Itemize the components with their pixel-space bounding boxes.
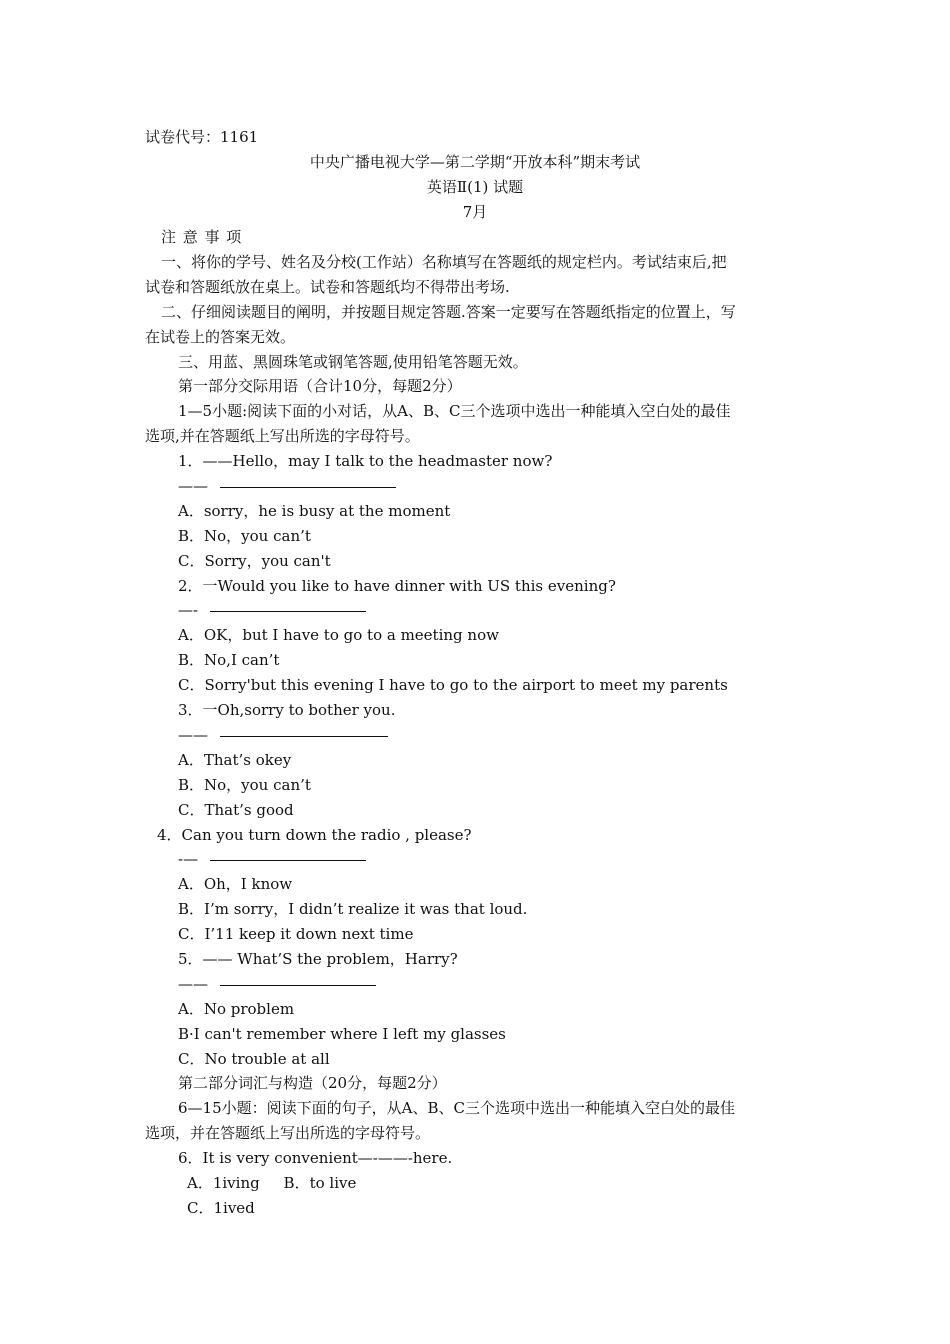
exam-title: 中央广播电视大学—第二学期“开放本科”期末考试 <box>309 153 641 171</box>
option-6ab: A．1iving B．to live <box>187 1174 357 1192</box>
part1-instructions-line1: 1—5小题:阅读下面的小对话，从A、B、C三个选项中选出一种能填入空白处的最佳 <box>178 402 731 420</box>
answer-blank-4 <box>178 849 366 869</box>
question-1: 1．——Hello，may I talk to the headmaster now? <box>178 452 553 470</box>
part2-instructions-line1: 6—15小题：阅读下面的句子，从A、B、C三个选项中选出一种能填入空白处的最佳 <box>178 1099 735 1117</box>
option-2a: A．OK，but I have to go to a meeting now <box>178 626 499 644</box>
option-1c: C．Sorry，you can't <box>178 552 331 570</box>
option-5c: C．No trouble at all <box>178 1050 330 1068</box>
answer-blank-5 <box>178 974 376 994</box>
option-2c: C．Sorry'but this evening I have to go to the airport to meet my parents <box>178 676 728 694</box>
exam-date: 7月 <box>462 203 488 221</box>
question-3: 3．一Oh,sorry to bother you. <box>178 701 396 719</box>
part2-instructions-line2: 选项，并在答题纸上写出所选的字母符号。 <box>145 1124 431 1142</box>
option-1a: A．sorry，he is busy at the moment <box>178 502 451 520</box>
option-4a: A．Oh，I know <box>178 875 293 893</box>
option-4c: C．I’11 keep it down next time <box>178 925 414 943</box>
notice-item2-line2: 在试卷上的答案无效。 <box>145 328 296 346</box>
option-4b: B．I’m sorry，I didn’t realize it was that loud. <box>178 900 528 918</box>
notice-heading: 注 意 事 项 <box>161 228 243 246</box>
option-6c: C．1ived <box>187 1199 255 1217</box>
answer-blank-2 <box>178 600 366 620</box>
answer-dash: —— <box>178 726 208 744</box>
exam-subject: 英语Ⅱ(1) 试题 <box>426 178 524 196</box>
option-2b: B．No,I can’t <box>178 651 280 669</box>
answer-dash: —— <box>178 975 208 993</box>
blank-line <box>220 736 388 737</box>
option-3a: A．That’s okey <box>178 751 292 769</box>
blank-line <box>210 611 366 612</box>
answer-dash: —— <box>178 477 208 495</box>
answer-blank-1 <box>178 476 396 496</box>
option-1b: B．No，you can’t <box>178 527 311 545</box>
option-5a: A．No problem <box>178 1000 295 1018</box>
notice-item3: 三、用蓝、黑圆珠笔或钢笔答题,使用铅笔答题无效。 <box>178 353 528 371</box>
question-6: 6．It is very convenient—-——-here. <box>178 1149 453 1167</box>
part2-heading: 第二部分词汇与构造（20分，每题2分） <box>178 1074 447 1092</box>
blank-line <box>220 985 376 986</box>
blank-line <box>210 860 366 861</box>
option-5b: B·I can't remember where I left my glasses <box>178 1025 506 1043</box>
blank-line <box>220 487 396 488</box>
option-3b: B．No，you can’t <box>178 776 311 794</box>
question-5: 5．—— What’S the problem，Harry? <box>178 950 458 968</box>
notice-item2-line1: 二、仔细阅读题目的阐明，并按题目规定答题.答案一定要写在答题纸指定的位置上，写 <box>161 303 736 321</box>
notice-item1-line1: 一、将你的学号、姓名及分校(工作站）名称填写在答题纸的规定栏内。考试结束后,把 <box>161 253 727 271</box>
part1-heading: 第一部分交际用语（合计10分，每题2分） <box>178 377 462 395</box>
option-3c: C．That’s good <box>178 801 294 819</box>
notice-item1-line2: 试卷和答题纸放在桌上。试卷和答题纸均不得带出考场. <box>145 278 510 296</box>
paper-code: 试卷代号：1161 <box>145 128 259 146</box>
answer-dash: -— <box>178 850 199 868</box>
question-2: 2．一Would you like to have dinner with US this evening? <box>178 577 616 595</box>
answer-blank-3 <box>178 725 388 745</box>
answer-dash: —- <box>178 601 199 619</box>
part1-instructions-line2: 选项,并在答题纸上写出所选的字母符号。 <box>145 427 420 445</box>
question-4: 4．Can you turn down the radio , please? <box>157 826 472 844</box>
